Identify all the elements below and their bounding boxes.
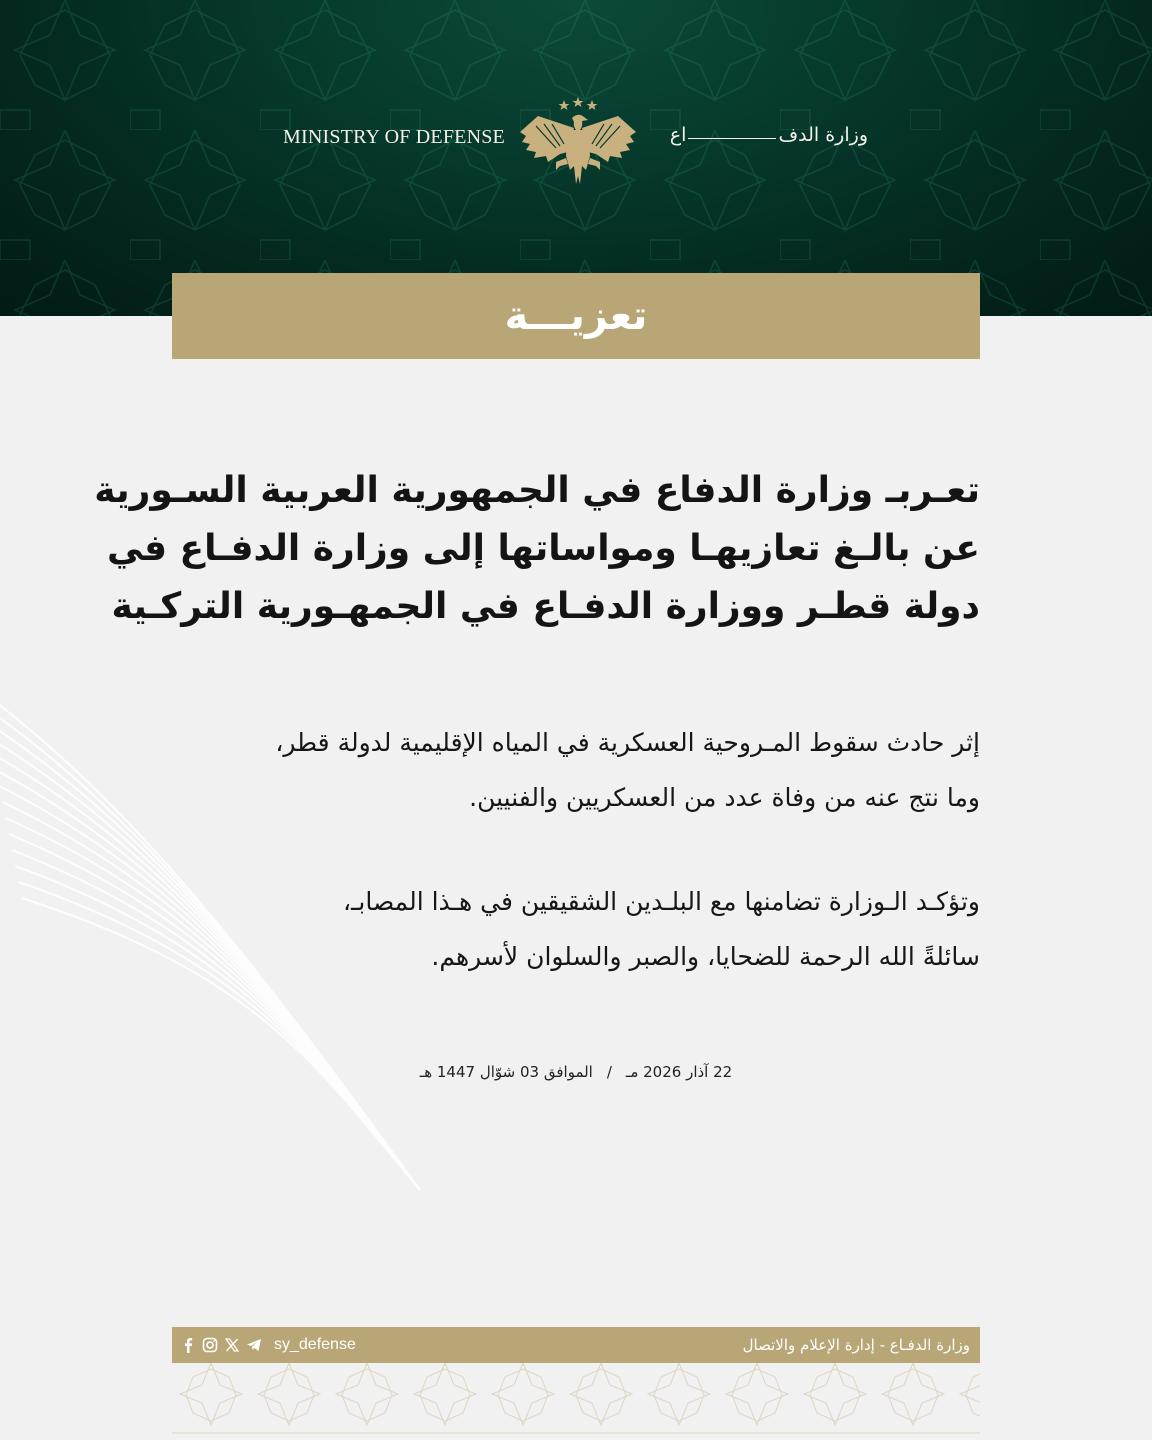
social-links [172,1336,356,1354]
brand-lockup [0,96,1152,196]
date-hijri: الموافق 03 شوّال 1447 هـ [419,1063,593,1081]
paragraph-line: سائلةً الله الرحمة للضحايا، والصبر والسلوان لأسرهم. [431,942,980,971]
title-bar [172,273,980,359]
brand-name-arabic: وزارة الدفاع [669,124,868,146]
footer-department: وزارة الدفـاع - إدارة الإعلام والاتصال [742,1336,970,1354]
headline [94,462,980,636]
star-icon [559,100,570,110]
paragraph-line: وما نتج عنه من وفاة عدد من العسكريين والفنيين. [469,783,980,812]
x-icon[interactable] [224,1337,240,1353]
date-gregorian: 22 آذار 2026 مـ [625,1063,733,1081]
telegram-icon[interactable] [246,1337,262,1353]
eagle-emblem-icon [516,96,640,188]
date-separator: / [606,1063,612,1081]
islamic-pattern-footer [172,1363,980,1440]
instagram-icon[interactable] [202,1337,218,1353]
headline-line: دولة قطـر ووزارة الدفـاع في الجمهـورية التركـية [111,586,980,627]
paragraph-solidarity [172,874,980,984]
page-title: تعزيـــة [504,293,648,339]
date-line [0,1063,1152,1081]
paragraph-line: وتؤكـد الـوزارة تضامنها مع البلـدين الشقيقين في هـذا المصابـ، [342,887,980,916]
footer-bar [172,1327,980,1363]
star-icon [587,100,598,110]
brand-name-english: MINISTRY OF DEFENSE [283,126,505,148]
headline-line: عن بالـغ تعازيهـا ومواساتها إلى وزارة الدفـاع في [107,528,980,569]
facebook-icon[interactable] [180,1337,196,1353]
star-icon [573,97,584,107]
header-banner [0,0,1152,316]
paragraph-incident [172,715,980,825]
headline-line: تعـربـ وزارة الدفاع في الجمهورية العربية السـورية [94,470,980,511]
paragraph-line: إثر حادث سقوط المـروحية العسكرية في المياه الإقليمية لدولة قطر، [275,728,980,757]
social-handle[interactable]: sy_defense [274,1336,356,1353]
